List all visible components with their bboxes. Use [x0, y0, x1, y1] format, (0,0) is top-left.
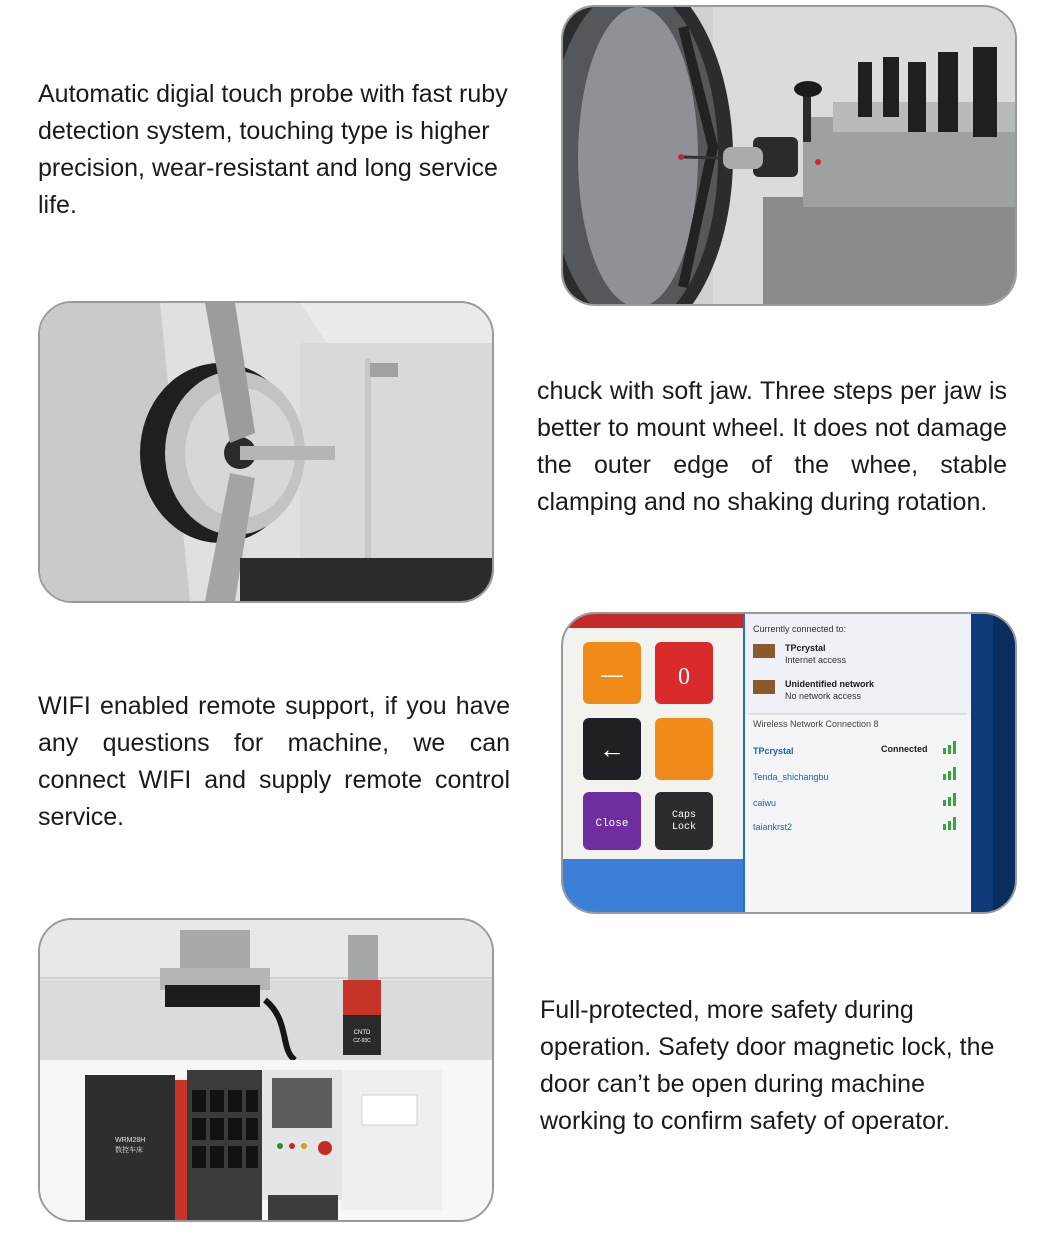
- network-name-1: TPcrystal: [785, 643, 826, 653]
- wifi-screen-photo: [561, 612, 1017, 914]
- minus-key: —: [601, 662, 623, 687]
- zero-key: 0: [678, 664, 690, 690]
- network-status-2: No network access: [785, 691, 862, 701]
- close-key: Close: [595, 818, 629, 830]
- wifi-item-4: taiankrst2: [753, 822, 793, 832]
- lock-model: CZ-93C: [353, 1038, 371, 1044]
- network-status-1: Internet access: [785, 655, 847, 665]
- currently-connected-label: Currently connected to:: [753, 624, 847, 634]
- back-arrow-key: ←: [599, 734, 625, 764]
- caps-key: Caps: [671, 810, 697, 821]
- wifi-description: WIFI enabled remote support, if you have any questions for machine, we can connect WIFI and supply remote control service.: [38, 692, 510, 831]
- lock-brand: CNTD: [353, 1030, 371, 1036]
- machine-logo: WRM28H: [115, 1137, 146, 1144]
- machine-sub: 数控车床: [115, 1147, 143, 1154]
- lock-key: Lock: [671, 822, 697, 833]
- wifi-item-1: TPcrystal: [753, 746, 794, 756]
- probe-description: Automatic digial touch probe with fast ruby detection system, touching type is higher precision, wear-resistant and long service life.: [38, 80, 508, 219]
- touch-probe-photo: [561, 5, 1017, 306]
- chuck-description: chuck with soft jaw. Three steps per jaw is better to mount wheel. It does not damage the outer edge of the whee, stable clamping and no shaking during rotation.: [537, 377, 1007, 516]
- wireless-section-title: Wireless Network Connection 8: [753, 719, 879, 729]
- chuck-photo: [38, 301, 494, 603]
- safety-description: Full-protected, more safety during operation. Safety door magnetic lock, the door can’t be open during machine working to confirm safety of operator.: [540, 996, 995, 1135]
- network-name-2: Unidentified network: [785, 679, 875, 689]
- safety-lock-photo: [38, 918, 494, 1222]
- wifi-item-1-status: Connected: [881, 744, 928, 754]
- wifi-item-2: Tenda_shichangbu: [753, 772, 829, 782]
- wifi-item-3: caiwu: [753, 798, 777, 808]
